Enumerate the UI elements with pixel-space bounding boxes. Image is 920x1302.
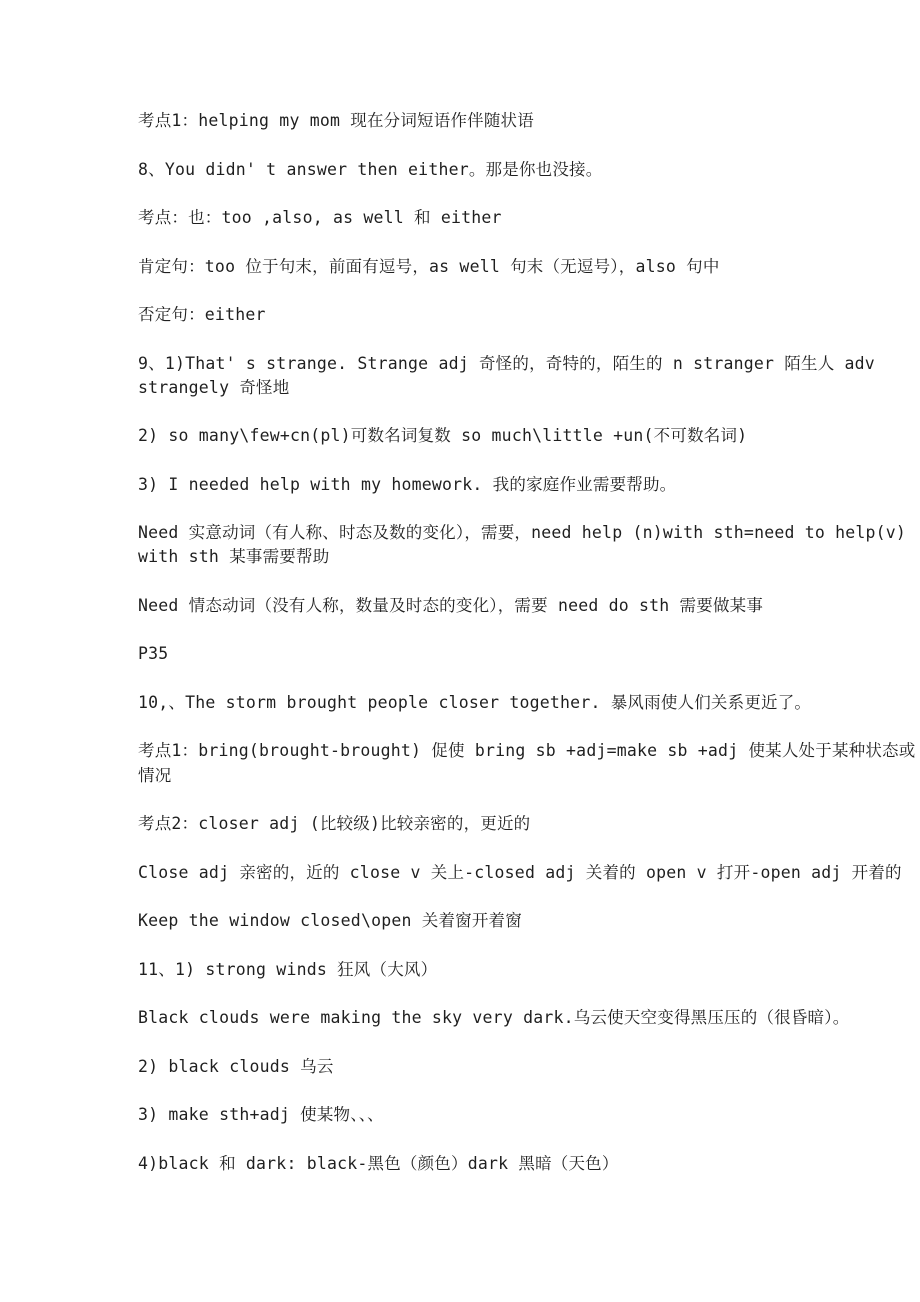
doc-paragraph [138,1152,820,1176]
text-line: 否定句：either [138,305,266,324]
doc-paragraph [138,255,820,279]
doc-paragraph [138,473,820,497]
text-line: 考点1：bring(brought-brought) 促使 bring sb +adj=make sb +adj 使某人处于某种状态或 [138,741,916,761]
doc-paragraph [138,303,820,327]
document-text-block [138,109,916,1200]
doc-paragraph [138,861,902,885]
doc-paragraph [138,909,820,933]
doc-paragraph [138,1103,820,1127]
doc-paragraph [138,424,820,448]
doc-paragraph [138,109,820,133]
doc-paragraph [138,206,820,230]
text-line: 10,、The storm brought people closer together. 暴风雨使人们关系更近了。 [138,692,812,712]
text-line: Keep the window closed\open 关着窗开着窗 [138,911,522,931]
text-line: Close adj 亲密的，近的 close v 关上-closed adj 关着的 open v 打开-open adj 开着的 [138,862,902,882]
text-line: 肯定句：too 位于句末，前面有逗号，as well 句末（无逗号），also 句中 [138,256,720,276]
doc-paragraph [138,352,875,400]
doc-paragraph [138,958,820,982]
text-line: 情况 [138,765,172,785]
doc-paragraph [138,642,820,666]
text-line: strangely 奇怪地 [138,377,290,397]
doc-paragraph [138,1055,820,1079]
text-line: P35 [138,644,169,664]
doc-paragraph [138,594,820,618]
doc-paragraph [138,812,820,836]
doc-paragraph [138,158,820,182]
text-line: 考点2：closer adj (比较级)比较亲密的，更近的 [138,814,531,834]
doc-paragraph [138,521,907,569]
text-line: Black clouds were making the sky very dark.乌云使天空变得黑压压的（很昏暗）。 [138,1008,850,1028]
text-line: 11、1) strong winds 狂风（大风） [138,959,438,979]
text-line: Need 情态动词（没有人称，数量及时态的变化），需要 need do sth 需要做某事 [138,595,764,615]
text-line: with sth 某事需要帮助 [138,547,330,567]
text-line: 考点1：helping my mom 现在分词短语作伴随状语 [138,111,534,130]
text-line: 9、1)That' s strange. Strange adj 奇怪的，奇特的，陌生的 n stranger 陌生人 adv [138,353,875,373]
doc-paragraph [138,739,916,787]
text-line: 3) make sth+adj 使某物、、、 [138,1105,384,1125]
text-line: 3) I needed help with my homework. 我的家庭作业需要帮助。 [138,474,677,494]
text-line: 考点：也：too ,also, as well 和 either [138,208,502,227]
text-line: 4)black 和 dark: black-黑色（颜色）dark 黑暗（天色） [138,1153,619,1173]
text-line: 8、You didn' t answer then either。那是你也没接。 [138,159,603,179]
text-line: 2) black clouds 乌云 [138,1056,334,1076]
doc-paragraph [138,1006,850,1030]
doc-paragraph [138,691,820,715]
text-line: Need 实意动词（有人称、时态及数的变化），需要，need help (n)with sth=need to help(v) [138,523,907,543]
text-line: 2) so many\few+cn(pl)可数名词复数 so much\little +un(不可数名词) [138,426,748,446]
